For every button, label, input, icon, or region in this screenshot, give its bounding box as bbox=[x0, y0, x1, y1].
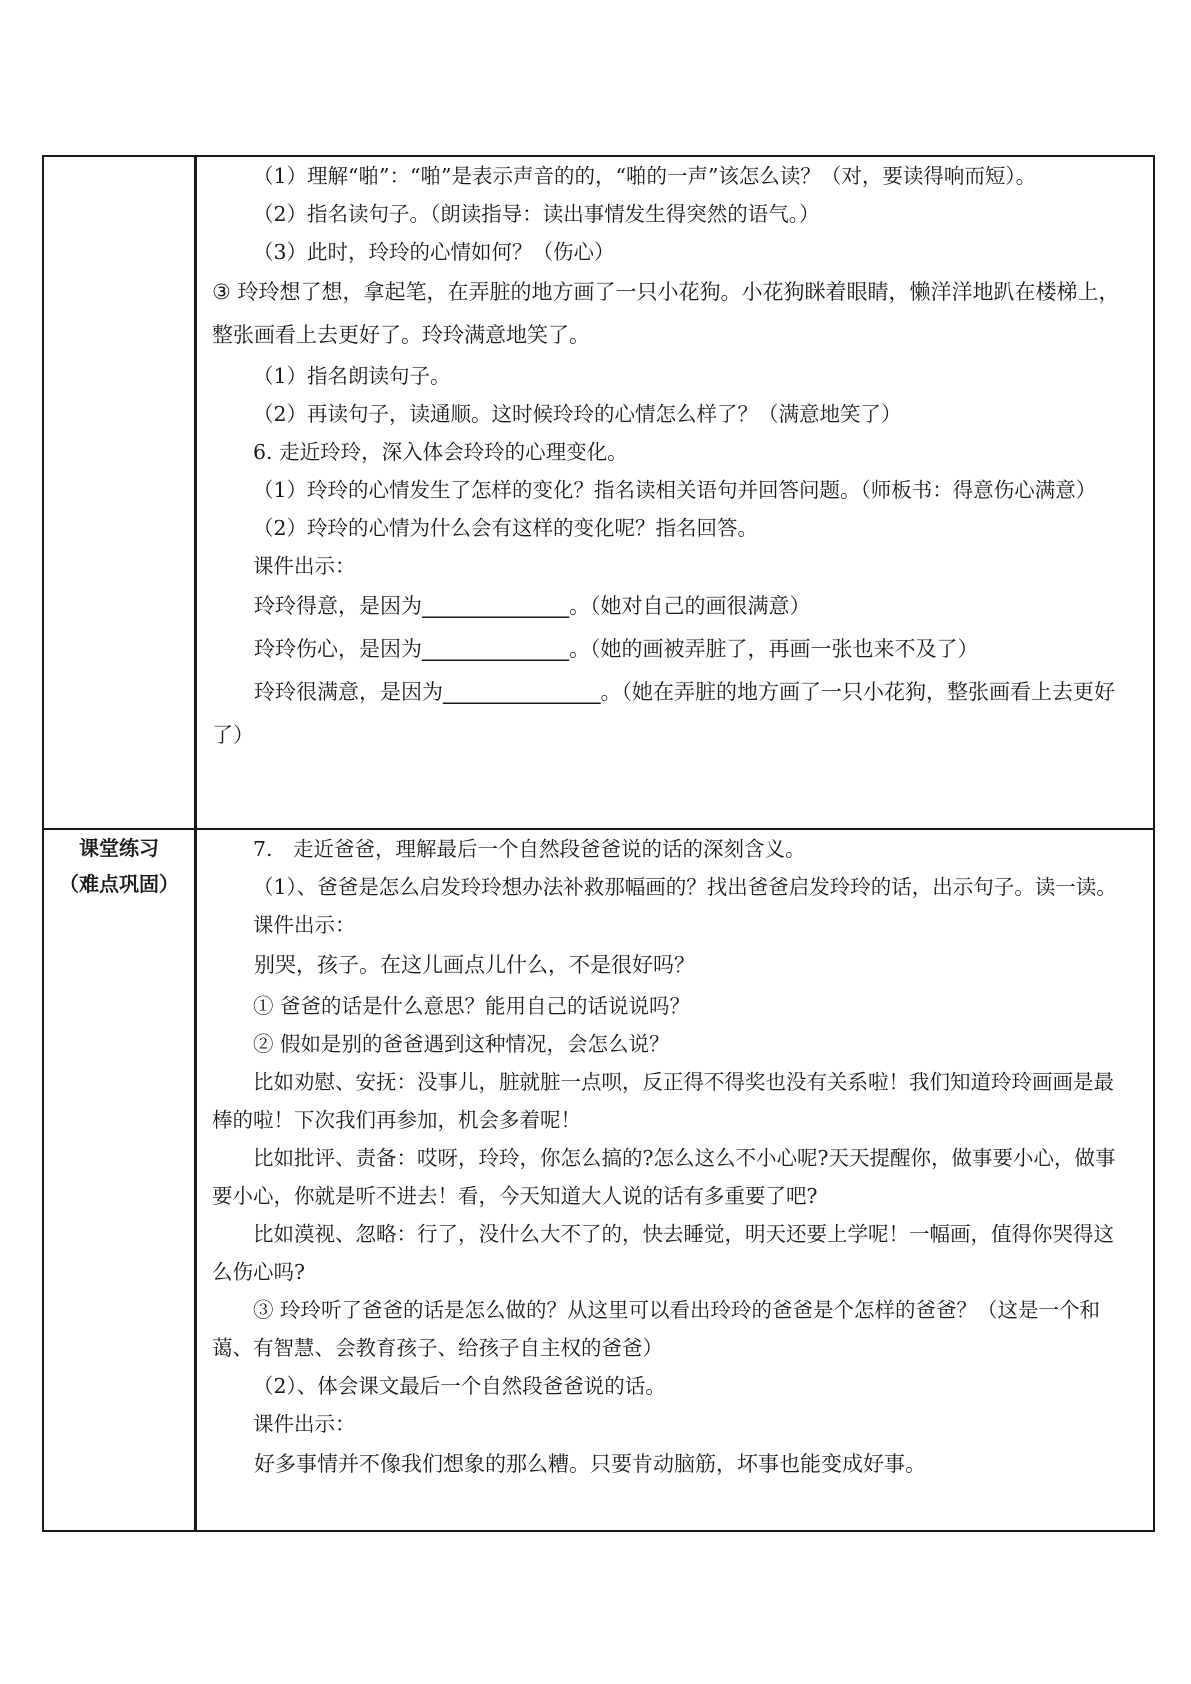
paragraph: （1）指名朗读句子。 bbox=[253, 364, 451, 388]
fill-blank-sentence: 玲玲很满意，是因为_______________。（她在弄脏的地方画了一只小花狗，整张画看上去更好了） bbox=[212, 680, 1115, 747]
lesson-plan-table bbox=[42, 155, 1155, 1532]
section-label-cell bbox=[43, 829, 196, 1531]
section-label-title: 课堂练习 bbox=[79, 836, 159, 860]
paragraph: 课件出示： bbox=[253, 1412, 356, 1436]
quoted-sentence: ③ 玲玲想了想，拿起笔，在弄脏的地方画了一只小花狗。小花狗眯着眼睛，懒洋洋地趴在楼梯上，整张画看上去更好了。玲玲满意地笑了。 bbox=[212, 280, 1120, 347]
paragraph: 比如劝慰、安抚：没事儿，脏就脏一点呗，反正得不得奖也没有关系啦！我们知道玲玲画画是最棒的啦！下次我们再参加，机会多着呢！ bbox=[212, 1070, 1114, 1132]
paragraph: 比如批评、责备：哎呀，玲玲，你怎么搞的?怎么这么不小心呢?天天提醒你，做事要小心，做事要小心，你就是听不进去！看，今天知道大人说的话有多重要了吧? bbox=[212, 1146, 1116, 1208]
step-heading: 6. 走近玲玲，深入体会玲玲的心理变化。 bbox=[253, 440, 628, 464]
section-label bbox=[44, 830, 194, 902]
fill-blank-sentence: 玲玲得意，是因为______________。（她对自己的画很满意） bbox=[254, 594, 811, 618]
quoted-sentence: 好多事情并不像我们想象的那么糟。只要肯动脑筋，坏事也能变成好事。 bbox=[254, 1452, 926, 1476]
paragraph: ② 假如是别的爸爸遇到这种情况，会怎么说？ bbox=[253, 1032, 670, 1056]
paragraph: ① 爸爸的话是什么意思？能用自己的话说说吗？ bbox=[253, 994, 691, 1018]
paragraph: （2）再读句子，读通顺。这时候玲玲的心情怎么样了？（满意地笑了） bbox=[253, 402, 902, 426]
section-content bbox=[197, 830, 1153, 1486]
paragraph: ③ 玲玲听了爸爸的话是怎么做的？从这里可以看出玲玲的爸爸是个怎样的爸爸？（这是一个和蔼、有智慧、会教育孩子、给孩子自主权的爸爸） bbox=[212, 1298, 1101, 1360]
paragraph: 课件出示： bbox=[253, 913, 356, 937]
step-heading: 7. 走近爸爸，理解最后一个自然段爸爸说的话的深刻含义。 bbox=[253, 837, 806, 861]
paragraph: （1）玲玲的心情发生了怎样的变化？指名读相关语句并回答问题。（师板书：得意伤心满意） bbox=[253, 478, 1097, 502]
table-row bbox=[43, 829, 1154, 1531]
section-content-cell bbox=[196, 156, 1155, 829]
paragraph: （2）指名读句子。（朗读指导：读出事情发生得突然的语气。） bbox=[253, 202, 820, 226]
paragraph: （1）理解“啪”：“啪”是表示声音的的，“啪的一声”该怎么读？（对，要读得响而短）。 bbox=[253, 164, 1037, 188]
paragraph: （2）玲玲的心情为什么会有这样的变化呢？指名回答。 bbox=[253, 516, 759, 540]
paragraph: 课件出示： bbox=[253, 554, 356, 578]
quoted-sentence: 别哭，孩子。在这儿画点儿什么，不是很好吗？ bbox=[254, 953, 695, 977]
section-content bbox=[197, 157, 1153, 757]
paragraph: （1）、爸爸是怎么启发玲玲想办法补救那幅画的？找出爸爸启发玲玲的话，出示句子。读一读。 bbox=[253, 875, 1117, 899]
paragraph: （2）、体会课文最后一个自然段爸爸说的话。 bbox=[253, 1374, 666, 1398]
paragraph: 比如漠视、忽略：行了，没什么大不了的，快去睡觉，明天还要上学呢！一幅画，值得你哭得这么伤心吗? bbox=[212, 1222, 1114, 1284]
section-label-subtitle: （难点巩固） bbox=[59, 872, 179, 896]
section-label-cell bbox=[43, 156, 196, 829]
section-content-cell bbox=[196, 829, 1155, 1531]
table-row bbox=[43, 156, 1154, 829]
paragraph: （3）此时，玲玲的心情如何？（伤心） bbox=[253, 240, 615, 264]
fill-blank-sentence: 玲玲伤心，是因为______________。（她的画被弄脏了，再画一张也来不及了） bbox=[254, 637, 979, 661]
